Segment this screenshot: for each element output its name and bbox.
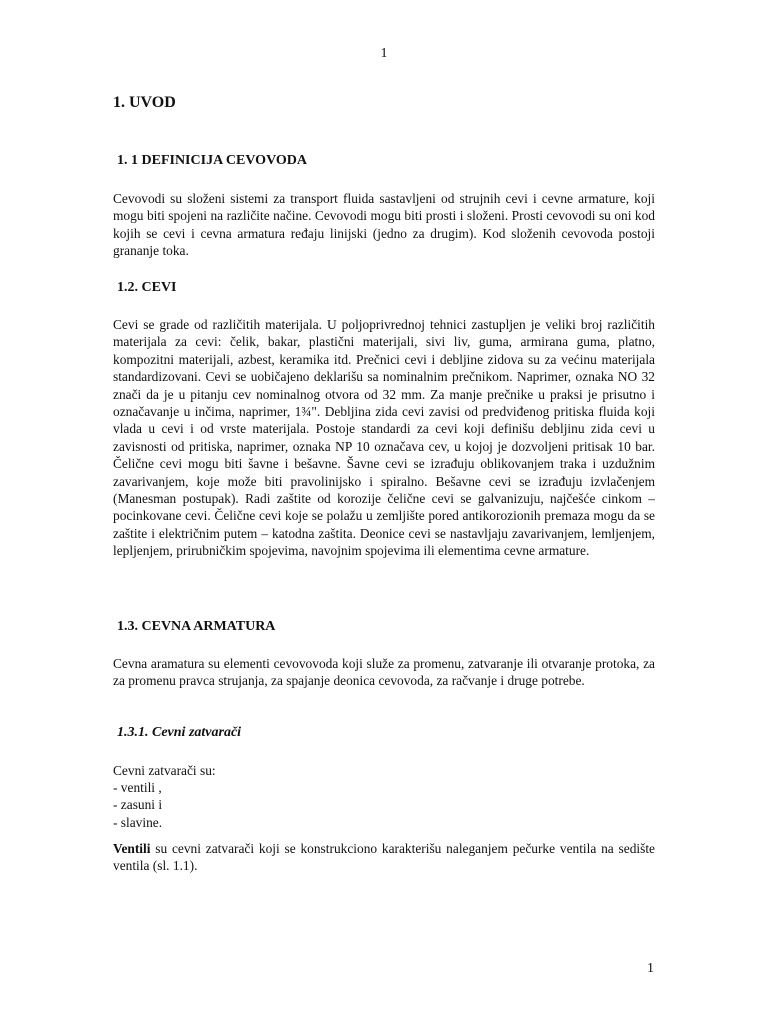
ventili-definition: su cevni zatvarači koji se konstrukciono karakterišu naleganjem pečurke ventila na sedište ventila (sl. 1.1). xyxy=(113,841,655,874)
page-number-top: 1 xyxy=(380,46,388,61)
paragraph-ventili xyxy=(113,840,655,875)
list-item: - ventili , xyxy=(113,780,162,795)
section-heading-1-2: 1.2. CEVI xyxy=(117,280,177,295)
subsection-heading-1-3-1: 1.3.1. Cevni zatvarači xyxy=(117,725,242,740)
paragraph-armature: Cevna aramatura su elementi cevovovoda koji služe za promenu, zatvaranje ili otvaranje protoka, za za promenu pravca strujanja, za spajanje deonica cevovoda, za račvanje i druge potrebe. xyxy=(113,656,655,689)
chapter-title: 1. UVOD xyxy=(113,94,176,111)
list-item: - slavine. xyxy=(113,814,163,830)
closures-list xyxy=(113,779,162,831)
section-heading-1-3: 1.3. CEVNA ARMATURA xyxy=(117,619,276,634)
section-heading-1-1: 1. 1 DEFINICIJA CEVOVODA xyxy=(117,153,308,168)
paragraph-pipes: Cevi se grade od različitih materijala. U poljoprivrednoj tehnici zastupljen je veliki broj različitih materijala za cevi: čelik, bakar, plastični materijali, sivi liv, guma, armirana guma, platno, kompozitni materijali, azbest, keramika itd. Prečnici cevi i debljine zidova su za većinu materijala standardizovani. Cevi se uobičajeno deklarišu sa nominalnim prečnikom. Naprimer, oznaka NO 32 znači da je u pitanju cev nominalnog otvora od 32 mm. Za manje prečnike u praksi je prisutno i označavanje u inčima, naprimer, 1¾". Debljina zida cevi zavisi od predviđenog pritiska fluida koji vlada u cevi i od vrste materijala. Postoje standardi za cevi koji definišu debljinu zida cevi u zavisnosti od pritiska, naprimer, oznaka NP 10 označava cev, u kojoj je dozvoljeni pritisak 10 bar. Čelične cevi mogu biti šavne i bešavne. Šavne cevi se izrađuju oblikovanjem traka i uzdužnim zavarivanjem, koje može biti pravolinijsko i spiralno. Bešavne cevi se izrađuju izvlačenjem (Manesman postupak). Radi zaštite od korozije čelične cevi se galvanizuju, najčešće cinkom – pocinkovane cevi. Čelične cevi koje se polažu u zemljište pored antikorozionih premaza mogu da se zaštite i električnim putem – katodna zaštita. Deonice cevi se nastavljaju zavarivanjem, lemljenjem, lepljenjem, prirubničkim spojevima, navojnim spojevima ili elementima cevne armature. xyxy=(113,317,655,559)
closures-intro: Cevni zatvarači su: xyxy=(113,763,216,778)
ventili-term: Ventili xyxy=(113,841,151,856)
paragraph-definition: Cevovodi su složeni sistemi za transport fluida sastavljeni od strujnih cevi i cevne armature, koji mogu biti spojeni na različite načine. Cevovodi mogu biti prosti i složeni. Prosti cevovodi su oni kod kojih se cevi i cevna armatura ređaju linijski (jedno za drugim). Kod složenih cevovoda postoji grananje toka. xyxy=(113,191,655,259)
page-number-bottom: 1 xyxy=(647,961,654,976)
list-item: - zasuni i xyxy=(113,797,163,813)
